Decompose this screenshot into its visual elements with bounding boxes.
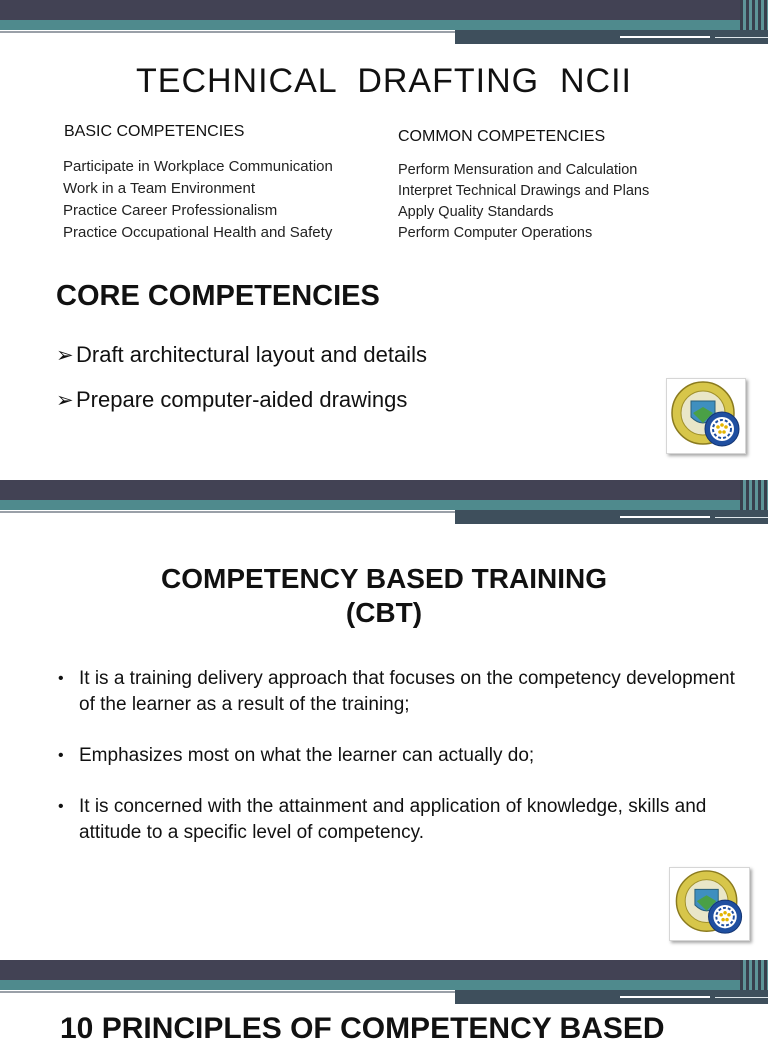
list-item-text: It is a training delivery approach that focuses on the competency development of the learner as a result of the training; — [79, 668, 735, 715]
core-competencies-heading: CORE COMPETENCIES — [56, 280, 380, 312]
header-band — [0, 960, 768, 1006]
slide-1 — [0, 0, 768, 480]
list-item — [56, 378, 427, 423]
list-item — [56, 666, 736, 718]
list-item — [56, 333, 427, 378]
header-band — [0, 0, 768, 46]
list-item: Participate in Workplace Communication — [63, 158, 333, 175]
title-line: (CBT) — [345, 597, 423, 628]
province-seal-logo — [669, 867, 750, 941]
header-band — [0, 480, 768, 526]
core-competencies-list — [56, 333, 427, 423]
common-competencies-heading: COMMON COMPETENCIES — [398, 128, 606, 145]
slide-title — [0, 562, 768, 630]
slide-title: 10 PRINCIPLES OF COMPETENCY BASED — [60, 1012, 665, 1045]
slide-2 — [0, 480, 768, 960]
seal-icon — [667, 379, 745, 453]
arrow-bullet-icon: ➢ — [56, 344, 74, 367]
list-item-text: Emphasizes most on what the learner can actually do; — [79, 745, 535, 766]
seal-icon — [670, 868, 749, 940]
basic-competencies-list — [63, 156, 333, 244]
list-item — [56, 794, 736, 846]
cbt-bullet-list — [56, 666, 736, 871]
list-item: Perform Computer Operations — [398, 225, 593, 241]
list-item-text: Draft architectural layout and details — [76, 342, 427, 367]
bullet-icon: • — [58, 747, 64, 764]
common-competencies-list — [398, 160, 649, 244]
list-item-text: It is concerned with the attainment and application of knowledge, skills and attitude to a specific level of competency. — [79, 796, 707, 843]
province-seal-logo — [666, 378, 746, 454]
list-item: Practice Career Professionalism — [63, 202, 278, 219]
slide-3 — [0, 960, 768, 1045]
title-line: COMPETENCY BASED TRAINING — [161, 563, 607, 594]
arrow-bullet-icon: ➢ — [56, 389, 74, 412]
basic-competencies-heading: BASIC COMPETENCIES — [64, 123, 245, 140]
list-item-text: Prepare computer-aided drawings — [76, 387, 408, 412]
slide-title: TECHNICAL DRAFTING NCII — [136, 62, 632, 100]
list-item: Work in a Team Environment — [63, 180, 256, 197]
list-item: Apply Quality Standards — [398, 204, 554, 220]
list-item: Interpret Technical Drawings and Plans — [398, 183, 650, 199]
list-item — [56, 743, 736, 769]
list-item: Perform Mensuration and Calculation — [398, 162, 638, 178]
bullet-icon: • — [58, 798, 64, 815]
bullet-icon: • — [58, 670, 64, 687]
list-item: Practice Occupational Health and Safety — [63, 224, 333, 241]
